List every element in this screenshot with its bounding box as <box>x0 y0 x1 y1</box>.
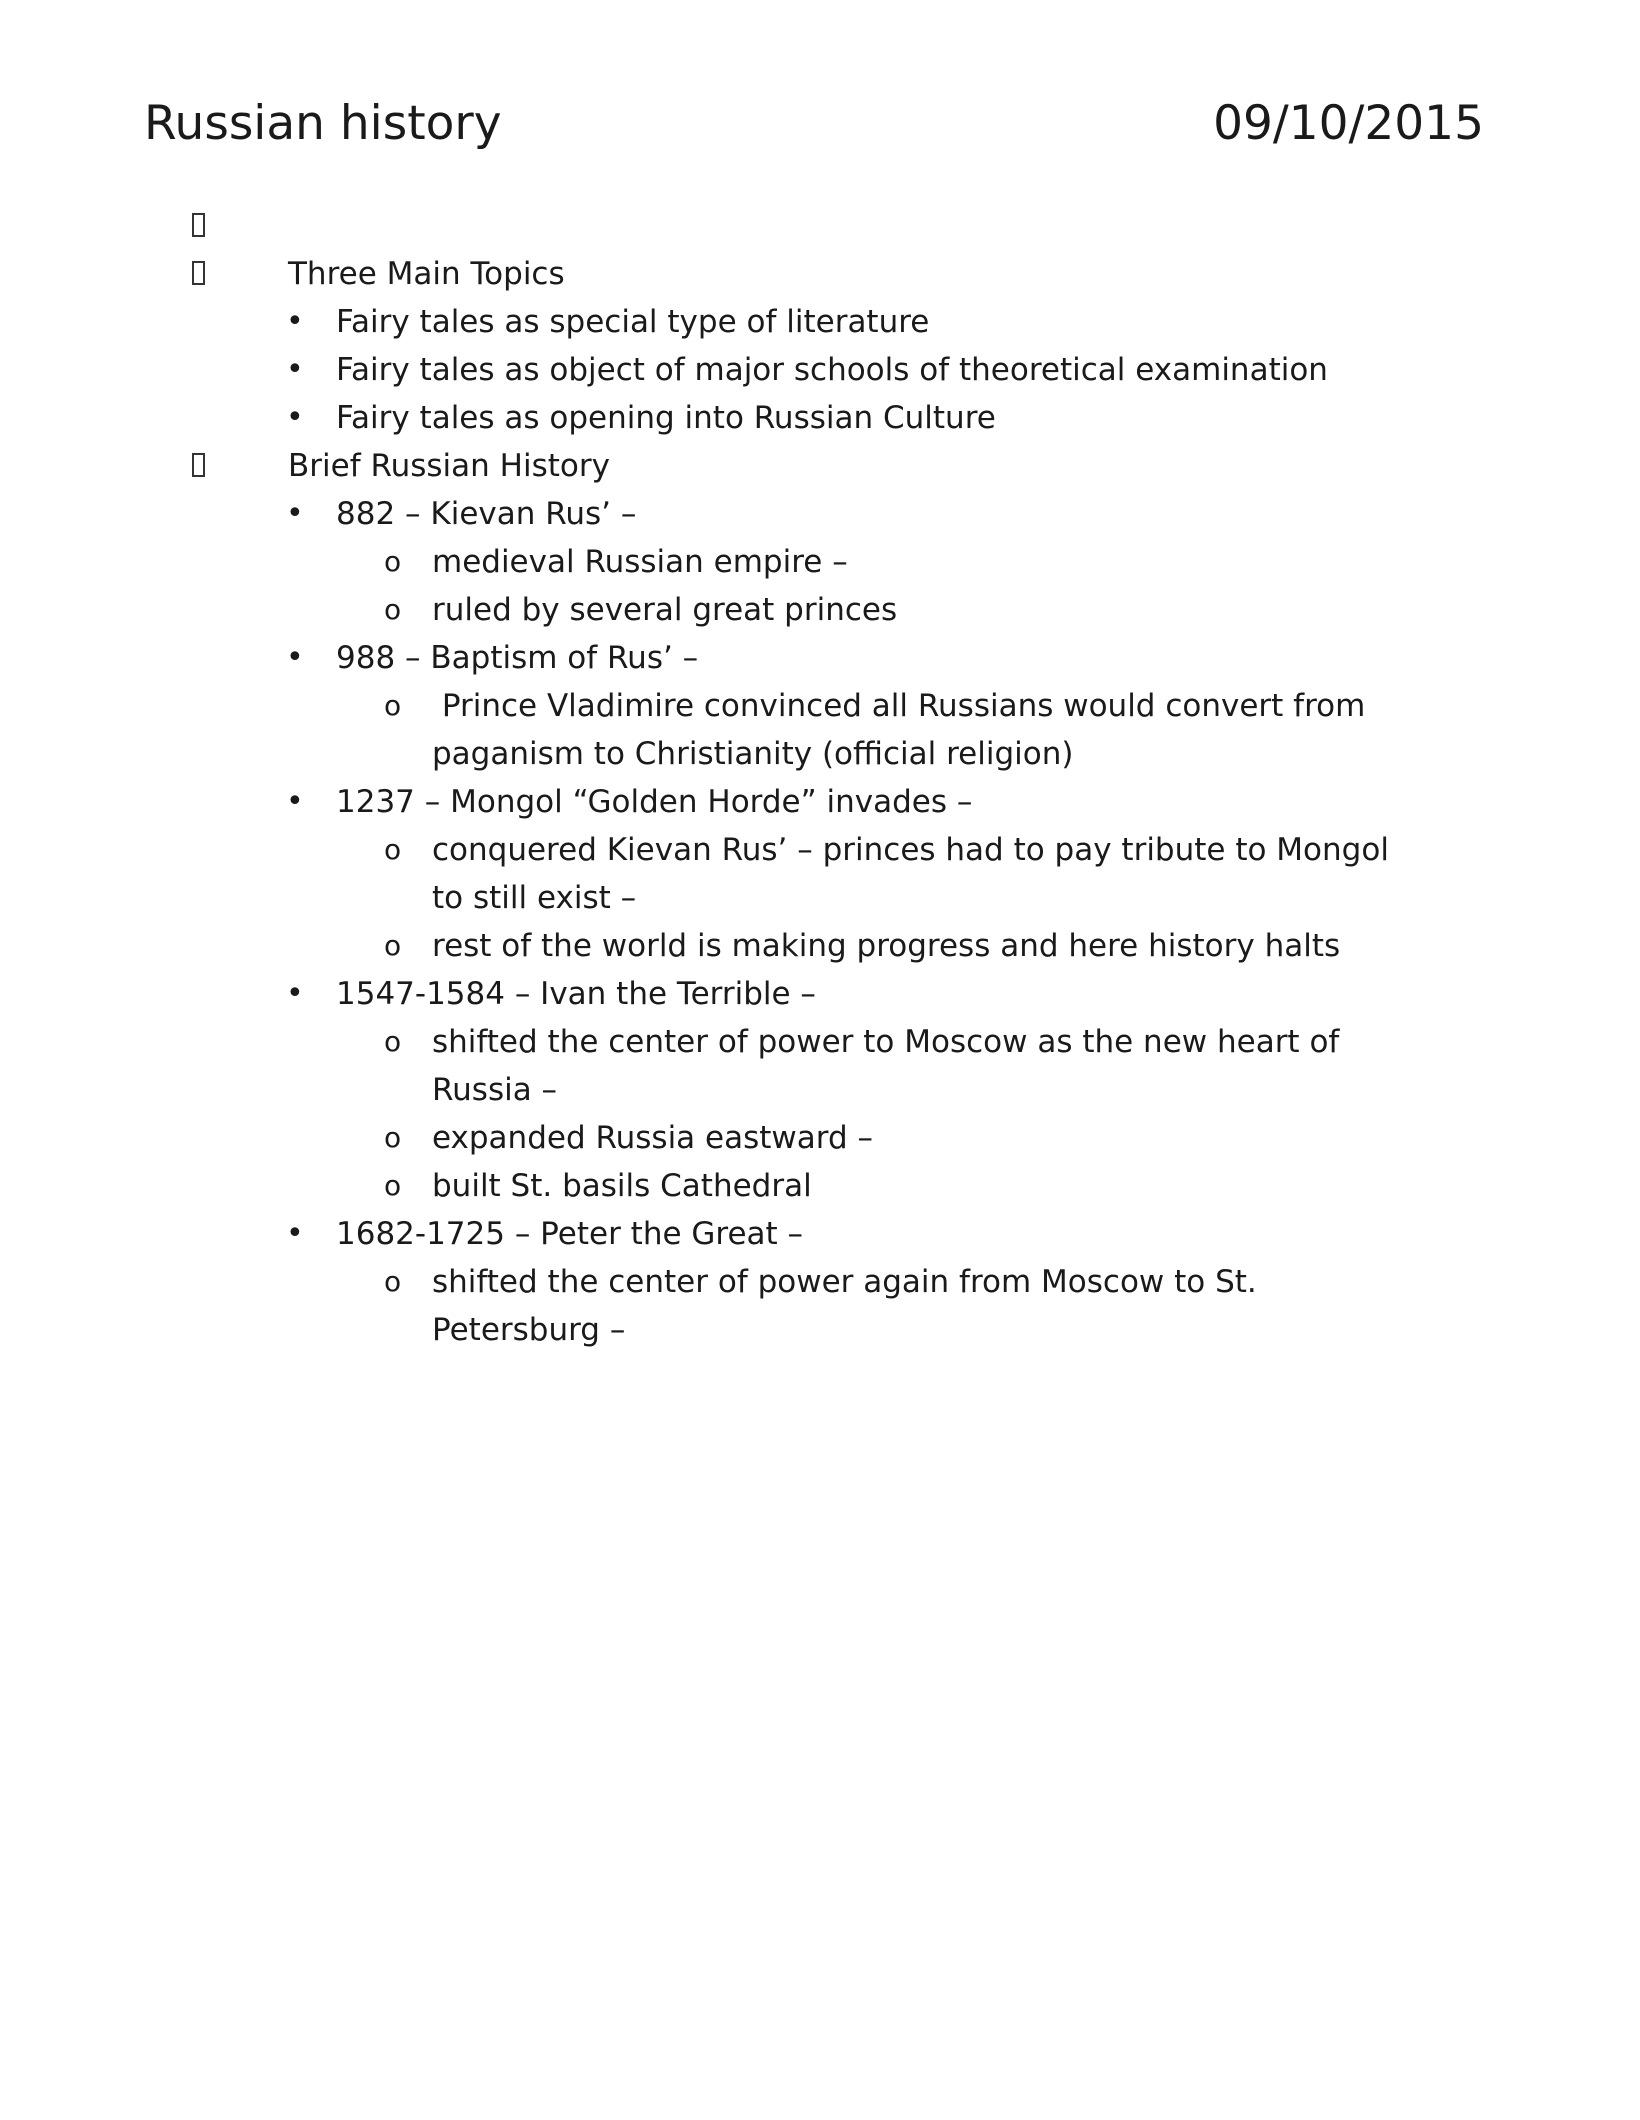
event-note-text: Petersburg – <box>432 1312 626 1348</box>
page-title: Russian history <box>144 96 502 151</box>
event-note <box>0 586 1640 634</box>
event-note <box>0 1258 1640 1306</box>
event-note-text: to still exist – <box>432 880 637 916</box>
section-heading-text: Brief Russian History <box>288 448 610 484</box>
event-note-text: Russia – <box>432 1072 558 1108</box>
event-note-text: paganism to Christianity (official religion) <box>432 736 1074 772</box>
event-note-text: rest of the world is making progress and here history halts <box>432 928 1341 964</box>
bullet-icon: • <box>286 784 304 819</box>
section-heading-history <box>0 442 1640 490</box>
event-note <box>0 1162 1640 1210</box>
list-item <box>0 394 1640 442</box>
bullet-icon: • <box>286 400 304 435</box>
empty-list-item <box>0 202 1640 250</box>
circle-bullet-icon: o <box>384 689 402 722</box>
event-note <box>0 826 1640 874</box>
bullet-icon: • <box>286 496 304 531</box>
list-item <box>0 346 1640 394</box>
list-item <box>0 298 1640 346</box>
list-item-text: Fairy tales as special type of literature <box>336 304 930 340</box>
event-note-text: Prince Vladimire convinced all Russians would convert from <box>432 688 1366 724</box>
event-note <box>0 1114 1640 1162</box>
event-note-continuation <box>0 874 1640 922</box>
event-note <box>0 538 1640 586</box>
event-note-continuation <box>0 730 1640 778</box>
event-note-text: expanded Russia eastward – <box>432 1120 873 1156</box>
event-label: 882 – Kievan Rus’ – <box>336 496 637 532</box>
event-note <box>0 682 1640 730</box>
section-heading-text: Three Main Topics <box>288 256 565 292</box>
history-event <box>0 1210 1640 1258</box>
list-item-text: Fairy tales as object of major schools of theoretical examination <box>336 352 1328 388</box>
event-note-continuation <box>0 1066 1640 1114</box>
event-note-continuation <box>0 1306 1640 1354</box>
section-heading-topics <box>0 250 1640 298</box>
event-note-text: medieval Russian empire – <box>432 544 848 580</box>
bullet-icon: • <box>286 976 304 1011</box>
history-event <box>0 490 1640 538</box>
circle-bullet-icon: o <box>384 593 402 626</box>
event-note <box>0 1018 1640 1066</box>
circle-bullet-icon: o <box>384 1025 402 1058</box>
event-note <box>0 922 1640 970</box>
history-event <box>0 970 1640 1018</box>
event-note-text: shifted the center of power again from Moscow to St. <box>432 1264 1257 1300</box>
notes-outline <box>0 202 1640 1354</box>
event-label: 1237 – Mongol “Golden Horde” invades – <box>336 784 973 820</box>
list-item-text: Fairy tales as opening into Russian Culture <box>336 400 996 436</box>
circle-bullet-icon: o <box>384 1121 402 1154</box>
circle-bullet-icon: o <box>384 1169 402 1202</box>
bullet-icon: • <box>286 640 304 675</box>
bullet-icon: • <box>286 352 304 387</box>
event-note-text: built St. basils Cathedral <box>432 1168 812 1204</box>
circle-bullet-icon: o <box>384 833 402 866</box>
event-note-text: shifted the center of power to Moscow as the new heart of <box>432 1024 1340 1060</box>
history-event <box>0 778 1640 826</box>
page-header <box>144 92 1484 156</box>
event-label: 1682-1725 – Peter the Great – <box>336 1216 804 1252</box>
square-bullet-icon <box>192 202 206 250</box>
event-label: 988 – Baptism of Rus’ – <box>336 640 699 676</box>
bullet-icon: • <box>286 304 304 339</box>
event-label: 1547-1584 – Ivan the Terrible – <box>336 976 816 1012</box>
circle-bullet-icon: o <box>384 1265 402 1298</box>
square-bullet-icon <box>192 250 206 298</box>
page-date: 09/10/2015 <box>1213 96 1484 151</box>
event-note-text: ruled by several great princes <box>432 592 898 628</box>
bullet-icon: • <box>286 1216 304 1251</box>
circle-bullet-icon: o <box>384 545 402 578</box>
square-bullet-icon <box>192 442 206 490</box>
history-event <box>0 634 1640 682</box>
event-note-text: conquered Kievan Rus’ – princes had to pay tribute to Mongol <box>432 832 1389 868</box>
circle-bullet-icon: o <box>384 929 402 962</box>
